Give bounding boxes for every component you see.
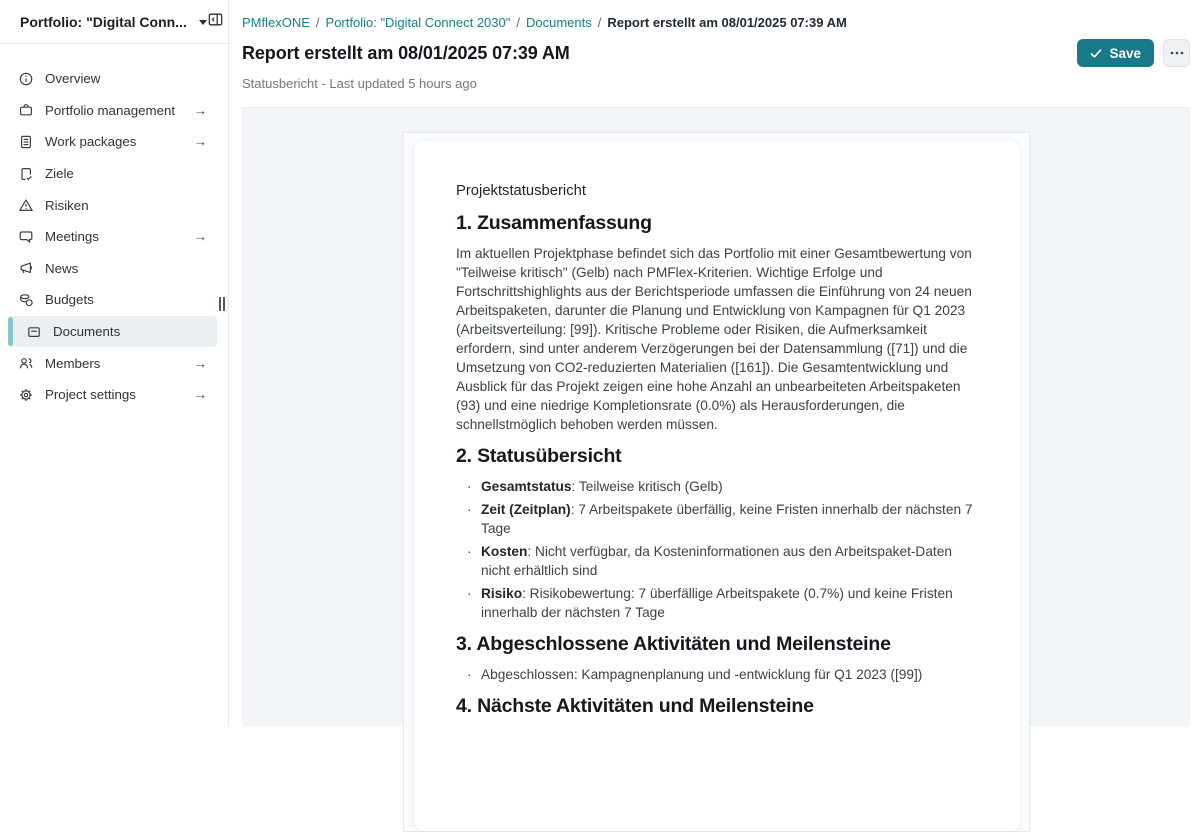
section-heading-1: 1. Zusammenfassung (456, 211, 976, 236)
sidebar-item-budgets[interactable] (8, 284, 217, 316)
sidebar-item-label: Work packages (45, 134, 136, 149)
check-icon (1090, 48, 1102, 59)
sidebar-item-label: Overview (45, 71, 100, 86)
briefcase-icon (18, 102, 34, 118)
document-meta: Statusbericht - Last updated 5 hours ago (242, 76, 1190, 91)
breadcrumb-separator: / (516, 15, 520, 30)
save-button-label: Save (1109, 46, 1141, 61)
status-list (456, 477, 976, 622)
sidebar-item-label: Ziele (45, 166, 74, 181)
coins-icon (18, 292, 34, 308)
arrow-right-icon: → (194, 387, 208, 402)
gear-icon (18, 387, 34, 403)
sidebar-resize-handle[interactable] (219, 297, 225, 311)
section-heading-2: 2. Statusübersicht (456, 444, 976, 469)
sidebar-nav (0, 44, 228, 411)
active-indicator (8, 317, 13, 347)
breadcrumb-documents-link[interactable]: Documents (526, 15, 592, 30)
sidebar-item-label: Budgets (45, 292, 94, 307)
page-lines-icon (18, 134, 34, 150)
bullet-icon: · (467, 584, 481, 622)
breadcrumb (230, 0, 1200, 30)
report-kicker: Projektstatusbericht (456, 181, 976, 201)
report-editor[interactable] (414, 141, 1020, 831)
sidebar-item-portfolio-management[interactable] (8, 95, 217, 127)
portfolio-selector-row (0, 0, 228, 44)
people-icon (18, 355, 34, 371)
clipboard-check-icon (18, 166, 34, 182)
sidebar-item-label: News (45, 261, 78, 276)
breadcrumb-portfolio-link[interactable]: Portfolio: "Digital Connect 2030" (326, 15, 511, 30)
collapse-sidebar-button[interactable] (207, 11, 224, 33)
sidebar-item-documents[interactable] (8, 316, 217, 348)
list-item: · Gesamtstatus: Teilweise kritisch (Gelb) (456, 477, 976, 496)
bullet-icon: · (467, 665, 481, 684)
arrow-right-icon: → (194, 356, 208, 371)
bullet-icon: · (467, 477, 481, 496)
sidebar-item-work-packages[interactable] (8, 126, 217, 158)
arrow-right-icon: → (194, 103, 208, 118)
list-item: · Kosten: Nicht verfügbar, da Kosteninformationen aus den Arbeitspaket-Daten nicht erhältlich sind (456, 542, 976, 580)
sidebar-item-members[interactable] (8, 347, 217, 379)
sidebar (0, 0, 229, 726)
panel-collapse-icon (207, 11, 224, 33)
breadcrumb-separator: / (598, 15, 602, 30)
sidebar-item-label: Meetings (45, 229, 99, 244)
document-canvas (242, 107, 1190, 726)
save-button[interactable] (1077, 39, 1154, 67)
list-item: · Risiko: Risikobewertung: 7 überfällige Arbeitspakete (0.7%) und keine Fristen innerhalb der nächsten 7 Tage (456, 584, 976, 622)
bullet-icon: · (467, 500, 481, 538)
main-area (230, 0, 1200, 726)
sidebar-item-risiken[interactable] (8, 189, 217, 221)
report-page (403, 132, 1030, 832)
portfolio-selector[interactable]: Portfolio: "Digital Conn... (20, 14, 187, 30)
sidebar-item-news[interactable] (8, 253, 217, 285)
sidebar-item-overview[interactable] (8, 63, 217, 95)
completed-list (456, 665, 976, 684)
sidebar-item-label: Documents (53, 324, 120, 339)
speech-bubble-icon (18, 229, 34, 245)
document-card-icon (26, 324, 42, 340)
warning-triangle-icon (18, 197, 34, 213)
breadcrumb-home-link[interactable]: PMflexONE (242, 15, 310, 30)
arrow-right-icon: → (194, 229, 208, 244)
sidebar-item-label: Risiken (45, 198, 89, 213)
page-title: Report erstellt am 08/01/2025 07:39 AM (242, 43, 570, 64)
list-item: · Abgeschlossen: Kampagnenplanung und -entwicklung für Q1 2023 ([99]) (456, 665, 976, 684)
breadcrumb-separator: / (316, 15, 320, 30)
section-heading-4: 4. Nächste Aktivitäten und Meilensteine (456, 694, 976, 719)
breadcrumb-current: Report erstellt am 08/01/2025 07:39 AM (607, 15, 846, 30)
list-item: · Zeit (Zeitplan): 7 Arbeitspakete überfällig, keine Fristen innerhalb der nächsten 7 Tage (456, 500, 976, 538)
info-icon (18, 71, 34, 87)
arrow-right-icon: → (194, 134, 208, 149)
sidebar-item-meetings[interactable] (8, 221, 217, 253)
chevron-down-icon[interactable] (199, 20, 207, 25)
ellipsis-icon (1170, 51, 1184, 55)
sidebar-item-label: Members (45, 356, 100, 371)
sidebar-item-project-settings[interactable] (8, 379, 217, 411)
section-heading-3: 3. Abgeschlossene Aktivitäten und Meilensteine (456, 632, 976, 657)
more-actions-button[interactable] (1163, 39, 1190, 67)
sidebar-item-ziele[interactable] (8, 158, 217, 190)
summary-paragraph: Im aktuellen Projektphase befindet sich das Portfolio mit einer Gesamtbewertung von "Teilweise kritisch" (Gelb) nach PMFlex-Kriterien. Wichtige Erfolge und Fortschrittshighlights aus der Berichtsperiode umfassen die Einführung von 24 neuen Arbeitspaketen, darunter die Planung und Entwicklung von Kampagnen für Q1 2023 (Arbeitsverteilung: [99]). Kritische Probleme oder Risiken, die Aufmerksamkeit erfordern, sind unter anderem Verzögerungen bei der Datensammlung ([71]) und die Umsetzung von CO2-reduzierten Materialien ([161]). Die Gesamtentwicklung und Ausblick für das Projekt zeigen eine hohe Anzahl an unbearbeiteten Arbeitspaketen (93) und eine niedrige Kompletionsrate (0.0%) als Herausforderungen, die schnellstmöglich behoben werden müssen. (456, 244, 976, 434)
bullet-icon: · (467, 542, 481, 580)
title-row (242, 39, 1190, 67)
report-content (414, 141, 1020, 747)
sidebar-item-label: Project settings (45, 387, 136, 402)
megaphone-icon (18, 260, 34, 276)
sidebar-item-label: Portfolio management (45, 103, 175, 118)
